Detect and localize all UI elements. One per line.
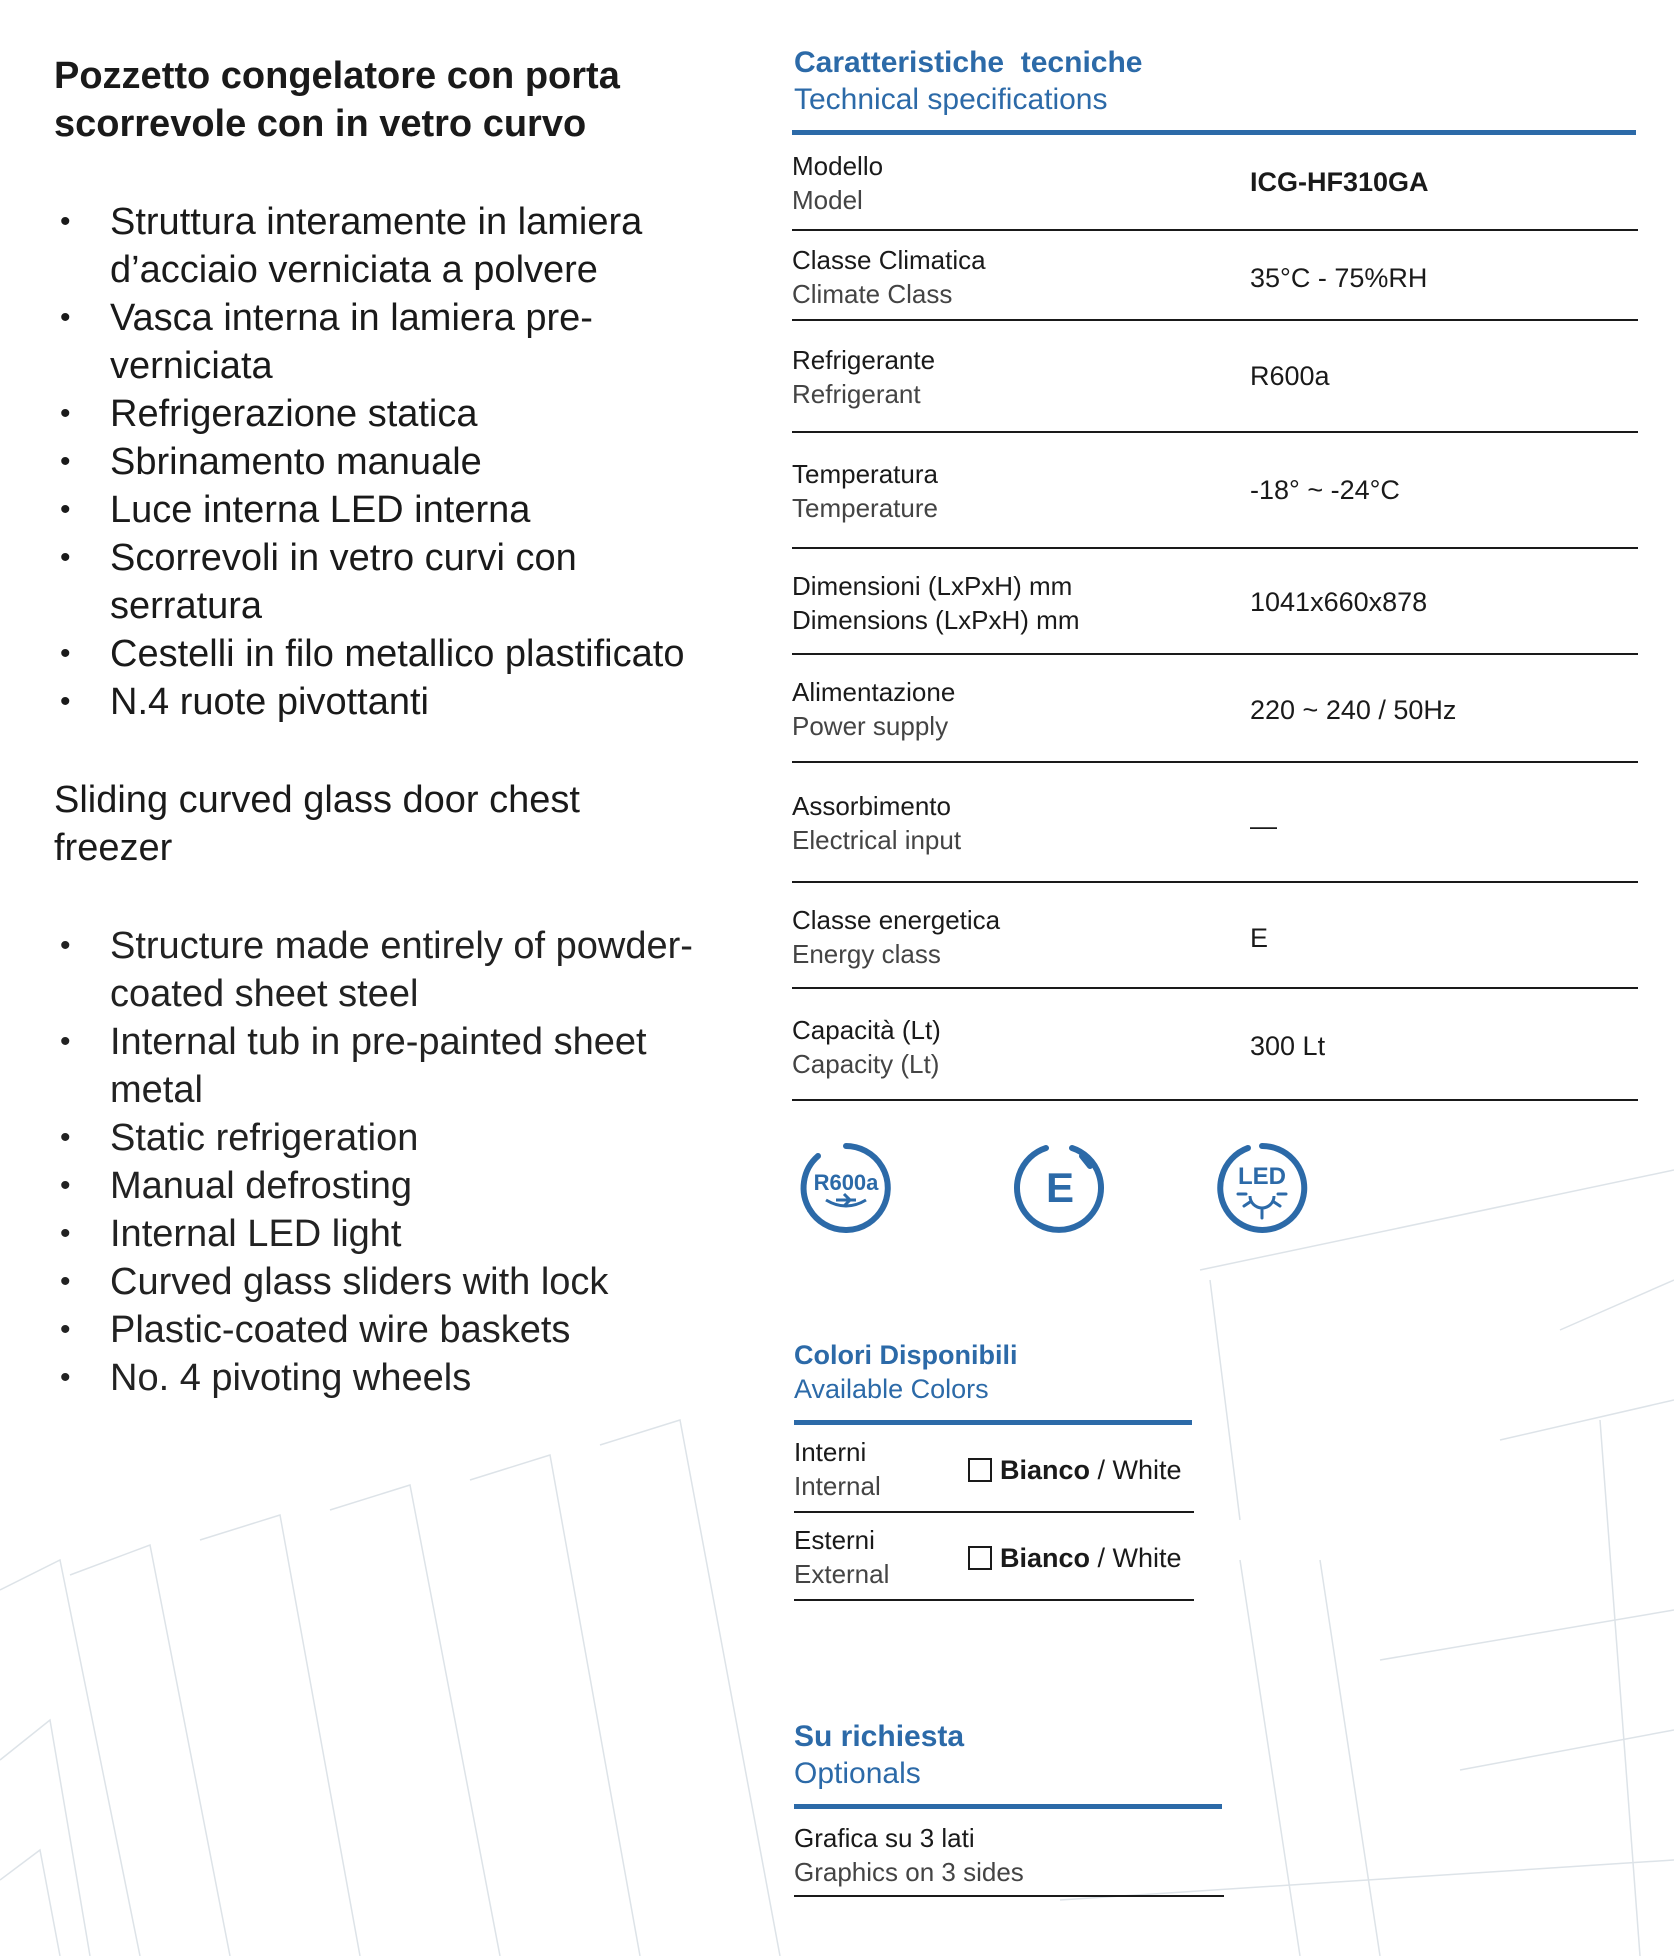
feature-item: • Sbrinamento manuale bbox=[54, 438, 694, 486]
spec-label-en: Energy class bbox=[792, 939, 941, 969]
spec-value: ICG-HF310GA bbox=[1250, 167, 1429, 197]
optionals-title-en: Optionals bbox=[794, 1757, 921, 1790]
spec-row-refrigerant bbox=[792, 321, 1638, 433]
spec-column-divider bbox=[1246, 136, 1247, 1092]
color-label-en: Internal bbox=[794, 1471, 881, 1501]
feature-item: • Structure made entirely of powder-coated sheet steel bbox=[54, 922, 694, 1018]
color-label-en: External bbox=[794, 1559, 890, 1589]
color-label-it: Interni bbox=[794, 1437, 867, 1467]
spec-label-it: Capacità (Lt) bbox=[792, 1015, 941, 1045]
spec-label-en: Electrical input bbox=[792, 825, 962, 855]
badge-text: E bbox=[1045, 1164, 1075, 1211]
color-row-internal bbox=[794, 1425, 1194, 1513]
spec-label-it: Classe Climatica bbox=[792, 245, 986, 275]
spec-row-energy-class bbox=[792, 883, 1638, 989]
spec-label-en: Refrigerant bbox=[792, 379, 921, 409]
product-title-it: Pozzetto congelatore con porta scorrevole con in vetro curvo bbox=[54, 55, 620, 145]
spec-value: — bbox=[1250, 811, 1277, 841]
feature-item: • Luce interna LED interna bbox=[54, 486, 694, 534]
feature-item: • Refrigerazione statica bbox=[54, 390, 694, 438]
badge-text: R600a bbox=[813, 1170, 879, 1195]
color-label-it: Esterni bbox=[794, 1525, 875, 1555]
color-value-it: Bianco bbox=[1000, 1543, 1091, 1573]
color-value-en: White bbox=[1112, 1455, 1182, 1485]
spec-row-model bbox=[792, 135, 1638, 231]
energy-class-icon bbox=[1010, 1138, 1110, 1238]
spec-label-it: Modello bbox=[792, 151, 884, 181]
product-description bbox=[54, 52, 694, 1402]
spec-label-en: Model bbox=[792, 185, 863, 215]
product-title-en: Sliding curved glass door chest freezer bbox=[54, 779, 580, 869]
technical-specifications bbox=[792, 44, 1638, 1101]
spec-row-electrical-input bbox=[792, 763, 1638, 883]
led-light-icon bbox=[1212, 1138, 1312, 1238]
optional-label-it: Grafica su 3 lati bbox=[794, 1823, 975, 1853]
spec-label-en: Power supply bbox=[792, 711, 949, 741]
white-color-swatch bbox=[968, 1546, 992, 1570]
feature-item: • Vasca interna in lamiera pre-verniciata bbox=[54, 294, 694, 390]
spec-label-it: Dimensioni (LxPxH) mm bbox=[792, 571, 1073, 601]
spec-row-temperature bbox=[792, 433, 1638, 549]
optional-item bbox=[794, 1809, 1224, 1897]
spec-value: 1041x660x878 bbox=[1250, 587, 1428, 617]
optional-label-en: Graphics on 3 sides bbox=[794, 1857, 1024, 1887]
refrigerant-r600a-icon bbox=[796, 1138, 896, 1238]
spec-value: 300 Lt bbox=[1250, 1031, 1326, 1061]
feature-item: • Internal tub in pre-painted sheet metal bbox=[54, 1018, 694, 1114]
feature-item: • Plastic-coated wire baskets bbox=[54, 1306, 694, 1354]
feature-item: • No. 4 pivoting wheels bbox=[54, 1354, 694, 1402]
spec-label-it: Alimentazione bbox=[792, 677, 956, 707]
specs-heading bbox=[792, 44, 1638, 118]
feature-item: • N.4 ruote pivottanti bbox=[54, 678, 694, 726]
feature-item: • Internal LED light bbox=[54, 1210, 694, 1258]
feature-item: • Static refrigeration bbox=[54, 1114, 694, 1162]
specs-title-en: Technical specifications bbox=[794, 83, 1108, 116]
optionals bbox=[794, 1718, 1224, 1897]
spec-row-power-supply bbox=[792, 655, 1638, 763]
spec-label-en: Dimensions (LxPxH) mm bbox=[792, 605, 1080, 635]
spec-row-dimensions bbox=[792, 549, 1638, 655]
features-list-it bbox=[54, 198, 694, 726]
spec-value: 35°C - 75%RH bbox=[1250, 263, 1428, 293]
spec-label-it: Assorbimento bbox=[792, 791, 951, 821]
spec-label-en: Temperature bbox=[792, 493, 938, 523]
spec-value: 220 ~ 240 / 50Hz bbox=[1250, 695, 1457, 725]
spec-value: E bbox=[1250, 923, 1269, 953]
feature-item: • Scorrevoli in vetro curvi con serratura bbox=[54, 534, 694, 630]
spec-row-climate-class bbox=[792, 231, 1638, 321]
spec-row-capacity bbox=[792, 989, 1638, 1101]
specs-title-it: Caratteristiche tecniche bbox=[794, 46, 1143, 79]
badge-text: LED bbox=[1238, 1163, 1286, 1190]
color-separator: / bbox=[1090, 1455, 1113, 1485]
spec-label-it: Refrigerante bbox=[792, 345, 936, 375]
spec-label-en: Climate Class bbox=[792, 279, 953, 309]
spec-label-it: Classe energetica bbox=[792, 905, 1001, 935]
color-row-external bbox=[794, 1513, 1194, 1601]
features-list-en bbox=[54, 922, 694, 1402]
spec-value: R600a bbox=[1250, 361, 1330, 391]
spec-value: -18° ~ -24°C bbox=[1250, 475, 1400, 505]
spec-label-en: Capacity (Lt) bbox=[792, 1049, 940, 1079]
color-value-it: Bianco bbox=[1000, 1455, 1091, 1485]
colors-title-en: Available Colors bbox=[794, 1374, 989, 1404]
spec-label-it: Temperatura bbox=[792, 459, 938, 489]
feature-item: • Cestelli in filo metallico plastificato bbox=[54, 630, 694, 678]
feature-item: • Curved glass sliders with lock bbox=[54, 1258, 694, 1306]
feature-item: • Struttura interamente in lamiera d’acciaio verniciata a polvere bbox=[54, 198, 694, 294]
colors-title-it: Colori Disponibili bbox=[794, 1340, 1018, 1370]
white-color-swatch bbox=[968, 1458, 992, 1482]
color-value-en: White bbox=[1112, 1543, 1182, 1573]
feature-item: • Manual defrosting bbox=[54, 1162, 694, 1210]
color-separator: / bbox=[1090, 1543, 1113, 1573]
optionals-title-it: Su richiesta bbox=[794, 1720, 965, 1753]
available-colors bbox=[794, 1338, 1194, 1601]
